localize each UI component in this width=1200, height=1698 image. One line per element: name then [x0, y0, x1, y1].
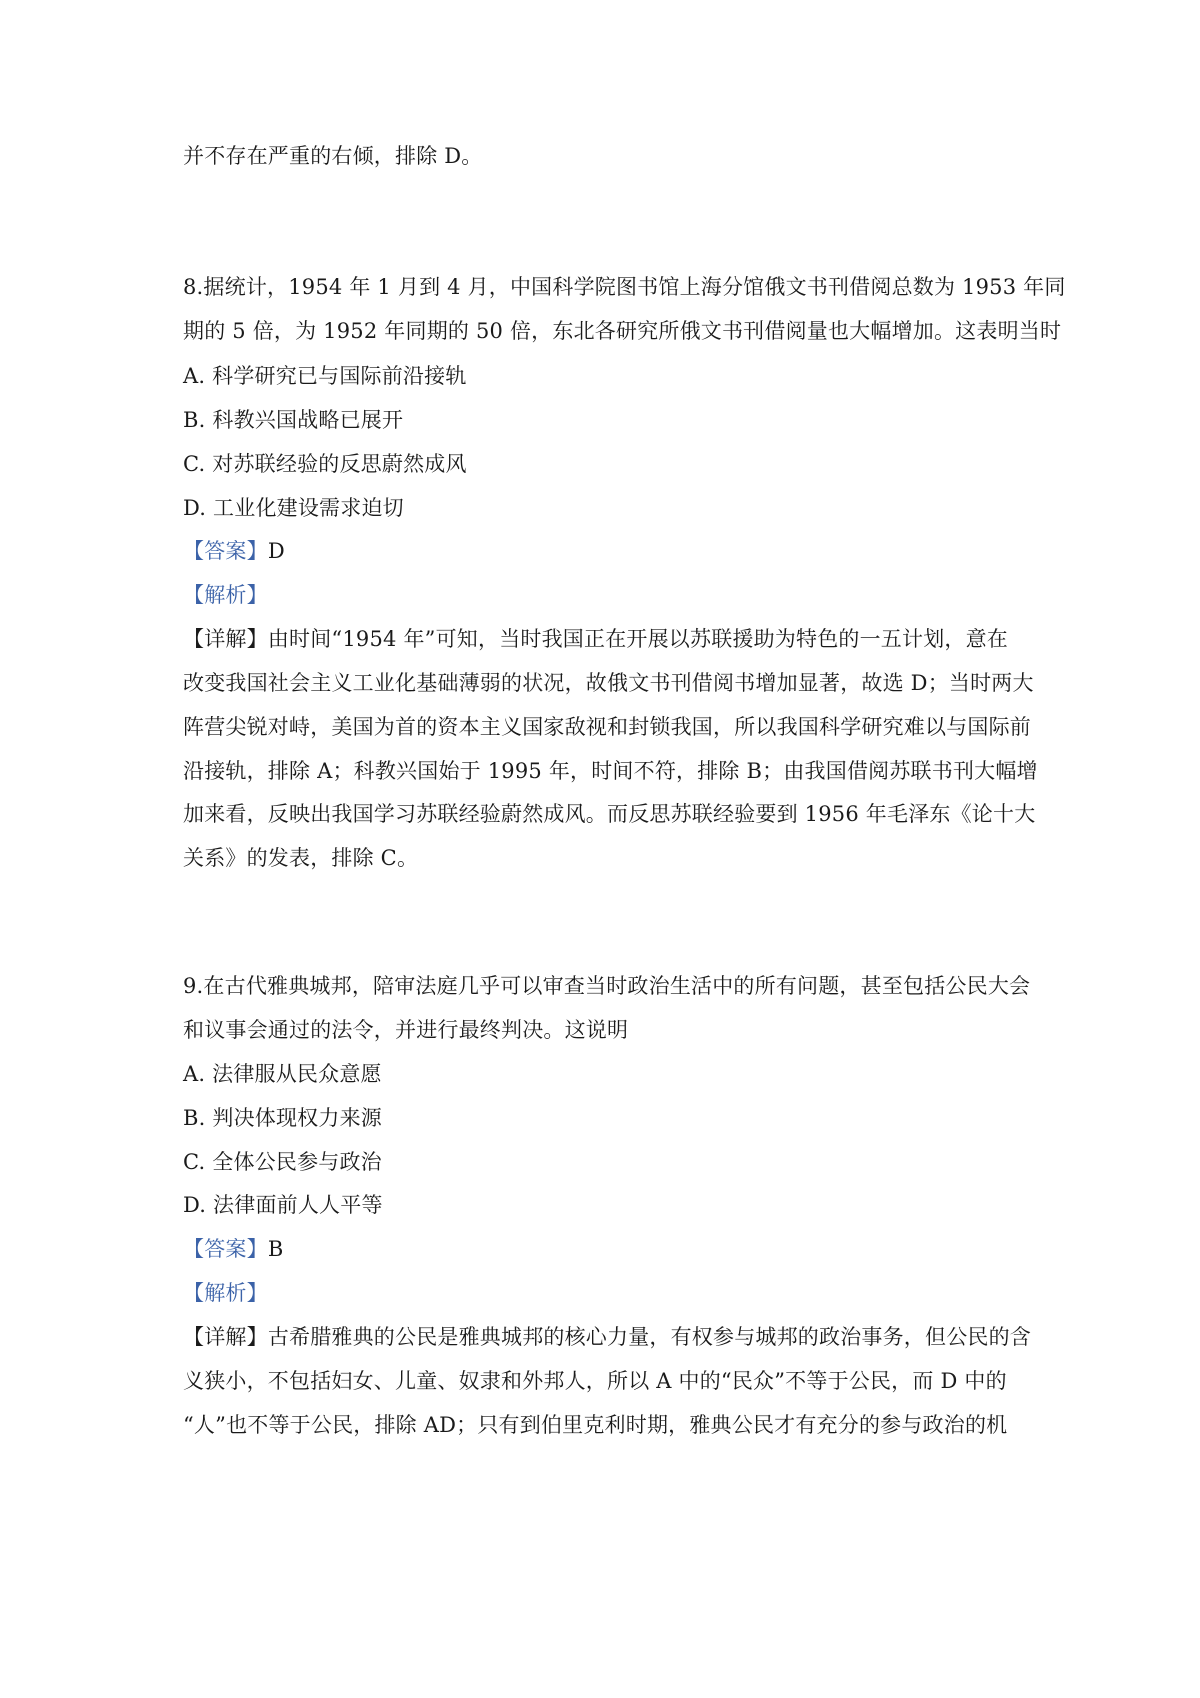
q8-option-a: A. 科学研究已与国际前沿接轨 — [183, 364, 467, 388]
q9-stem-line-2: 和议事会通过的法令，并进行最终判决。这说明 — [183, 1018, 629, 1042]
q9-option-c: C. 全体公民参与政治 — [183, 1150, 382, 1174]
q8-analysis-label: 【解析】 — [183, 583, 268, 607]
q9-analysis-line — [183, 1278, 1033, 1308]
q9-detail-line-2: 义狭小，不包括妇女、儿童、奴隶和外邦人，所以 A 中的“民众”不等于公民，而 D 中的 — [183, 1369, 1007, 1393]
q8-detail-line-6: 关系》的发表，排除 C。 — [183, 846, 419, 870]
q9-answer-label: 【答案】 — [183, 1237, 268, 1261]
q9-option-a: A. 法律服从民众意愿 — [183, 1062, 382, 1086]
q8-option-d: D. 工业化建设需求迫切 — [183, 496, 404, 520]
q8-detail-line-2: 改变我国社会主义工业化基础薄弱的状况，故俄文书刊借阅书增加显著，故选 D；当时两大 — [183, 671, 1034, 695]
q8-option-c: C. 对苏联经验的反思蔚然成风 — [183, 452, 467, 476]
q8-detail-label: 【详解】 — [183, 627, 268, 651]
q9-option-b: B. 判决体现权力来源 — [183, 1106, 382, 1130]
q8-answer-label: 【答案】 — [183, 539, 268, 563]
q8-option-b: B. 科教兴国战略已展开 — [183, 408, 404, 432]
q8-detail-line-3: 阵营尖锐对峙，美国为首的资本主义国家敌视和封锁我国，所以我国科学研究难以与国际前 — [183, 715, 1031, 739]
q8-detail-line-1 — [183, 624, 1033, 654]
q8-analysis-line — [183, 580, 1033, 610]
q8-detail-line-4: 沿接轨，排除 A；科教兴国始于 1995 年，时间不符，排除 B；由我国借阅苏联书刊大幅增 — [183, 759, 1038, 783]
q9-stem-line-1: 9.在古代雅典城邦，陪审法庭几乎可以审查当时政治生活中的所有问题，甚至包括公民大会 — [183, 974, 1031, 998]
q9-answer-value: B — [267, 1237, 284, 1261]
q9-detail-line-1 — [183, 1322, 1033, 1352]
q8-answer-value: D — [267, 539, 285, 563]
q8-answer-line — [183, 536, 1033, 566]
continuation-text: 并不存在严重的右倾，排除 D。 — [183, 144, 483, 168]
q9-answer-line — [183, 1234, 1033, 1264]
q8-detail-text-1: 由时间“1954 年”可知，当时我国正在开展以苏联援助为特色的一五计划，意在 — [267, 627, 1008, 651]
q9-detail-label: 【详解】 — [183, 1325, 268, 1349]
q8-detail-line-5: 加来看，反映出我国学习苏联经验蔚然成风。而反思苏联经验要到 1956 年毛泽东《论十大 — [183, 802, 1036, 826]
q9-analysis-label: 【解析】 — [183, 1281, 268, 1305]
q9-detail-line-3: “人”也不等于公民，排除 AD；只有到伯里克利时期，雅典公民才有充分的参与政治的机 — [183, 1413, 1008, 1437]
q8-stem-line-1: 8.据统计，1954 年 1 月到 4 月，中国科学院图书馆上海分馆俄文书刊借阅总数为 1953 年同 — [183, 275, 1066, 299]
q9-detail-text-1: 古希腊雅典的公民是雅典城邦的核心力量，有权参与城邦的政治事务，但公民的含 — [267, 1325, 1032, 1349]
document-page — [183, 0, 1066, 1698]
q8-stem-line-2: 期的 5 倍，为 1952 年同期的 50 倍，东北各研究所俄文书刊借阅量也大幅增加。这表明当时 — [183, 319, 1062, 343]
q9-option-d: D. 法律面前人人平等 — [183, 1193, 383, 1217]
